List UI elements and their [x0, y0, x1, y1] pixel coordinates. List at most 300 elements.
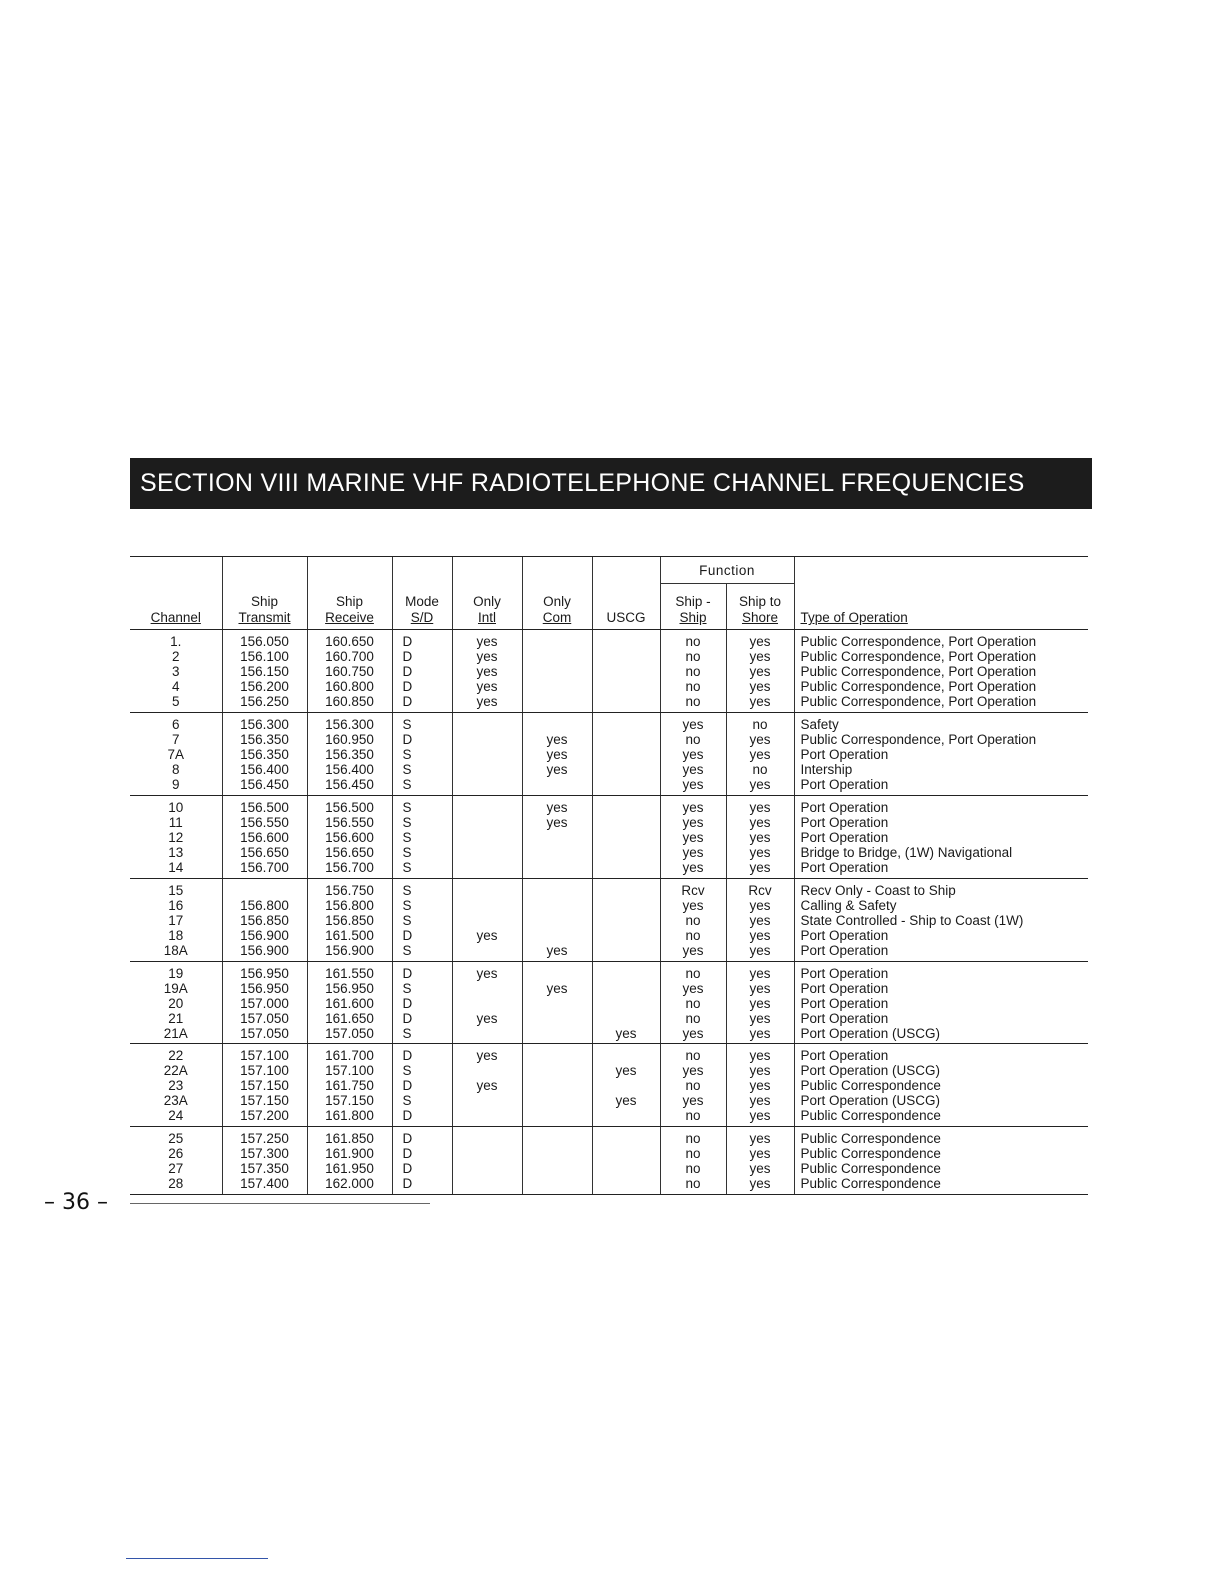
cell-ship-transmit: 156.850	[240, 912, 289, 928]
cell-uscg: yes	[615, 1063, 637, 1079]
col-ship-shore	[726, 1127, 794, 1195]
cell-type-of-operation: Port Operation	[800, 776, 889, 792]
cell-only-com	[523, 860, 592, 875]
cell-only-intl	[453, 830, 522, 845]
cell-ship-ship: yes	[682, 829, 704, 845]
cell-type-of-operation: Public Correspondence, Port Operation	[800, 634, 1037, 649]
cell-ship-receive: 156.700	[325, 859, 374, 875]
cell-uscg	[593, 1048, 660, 1063]
cell-only-intl: yes	[476, 1048, 498, 1064]
cell-only-intl	[453, 860, 522, 875]
cell-ship-transmit: 157.350	[240, 1161, 289, 1177]
col-ship-shore	[726, 712, 794, 795]
col-type-header: Type of Operation	[794, 584, 1088, 630]
cell-only-intl	[453, 777, 522, 792]
cell-ship-transmit: 157.250	[240, 1131, 289, 1147]
cell-only-intl: yes	[476, 649, 498, 664]
col-ship-transmit	[222, 961, 307, 1044]
col-ship-ship-header: Ship - Ship	[660, 584, 726, 630]
cell-uscg	[593, 634, 660, 649]
cell-only-intl	[453, 732, 522, 747]
cell-ship-transmit: 157.150	[240, 1093, 289, 1109]
col-ship-transmit-header: Ship Transmit	[222, 584, 307, 630]
cell-mode: S	[402, 716, 412, 732]
cell-only-com	[523, 845, 592, 860]
cell-uscg	[593, 1176, 660, 1191]
col-ship-shore-header: Ship to Shore	[726, 584, 794, 630]
col-mode	[392, 1127, 452, 1195]
col-channel-header: Channel	[130, 584, 222, 630]
cell-only-com	[523, 694, 592, 709]
cell-uscg	[593, 981, 660, 996]
cell-channel: 11	[168, 814, 183, 830]
cell-ship-receive: 160.800	[325, 679, 374, 694]
cell-type-of-operation: Public Correspondence, Port Operation	[800, 694, 1037, 709]
cell-only-intl: yes	[476, 664, 498, 679]
cell-ship-shore: yes	[749, 1131, 771, 1147]
col-mode	[392, 878, 452, 961]
page-rule	[130, 1203, 430, 1204]
cell-ship-transmit: 157.200	[240, 1108, 289, 1124]
cell-only-intl	[453, 800, 522, 815]
cell-mode: S	[402, 799, 412, 815]
cell-mode: S	[402, 844, 412, 860]
cell-only-intl	[453, 1131, 522, 1146]
cell-only-intl	[453, 1161, 522, 1176]
cell-mode: S	[402, 942, 412, 958]
cell-mode: S	[402, 814, 412, 830]
cell-ship-transmit: 156.700	[240, 859, 289, 875]
cell-ship-transmit	[223, 883, 307, 898]
cell-only-intl	[453, 747, 522, 762]
cell-ship-shore: yes	[749, 1010, 771, 1026]
channel-frequency-table	[130, 556, 1088, 1195]
cell-ship-receive: 161.600	[325, 995, 374, 1011]
col-ship-ship	[660, 1127, 726, 1195]
col-uscg	[592, 1044, 660, 1127]
cell-only-com	[523, 1048, 592, 1063]
cell-type-of-operation: Public Correspondence	[800, 1146, 941, 1162]
cell-type-of-operation: Public Correspondence, Port Operation	[800, 731, 1037, 747]
cell-channel: 26	[168, 1146, 184, 1162]
cell-uscg	[593, 1011, 660, 1026]
cell-uscg	[593, 777, 660, 792]
cell-type-of-operation: Public Correspondence, Port Operation	[800, 679, 1037, 694]
cell-mode: D	[402, 634, 413, 649]
cell-only-intl: yes	[476, 927, 498, 943]
col-only-com	[522, 1127, 592, 1195]
col-ship-transmit	[222, 1127, 307, 1195]
col-only-intl	[452, 795, 522, 878]
cell-channel: 6	[171, 716, 180, 732]
cell-only-com: yes	[546, 731, 568, 747]
cell-ship-shore: yes	[749, 1048, 771, 1064]
cell-ship-shore: yes	[749, 679, 771, 694]
cell-ship-receive: 157.050	[325, 1025, 374, 1041]
cell-ship-receive: 161.500	[325, 927, 374, 943]
channel-group	[130, 961, 1088, 1044]
cell-ship-receive: 156.750	[325, 882, 374, 898]
cell-channel: 19A	[163, 980, 188, 996]
cell-only-intl	[453, 1176, 522, 1191]
cell-ship-transmit: 157.150	[240, 1078, 289, 1094]
cell-type-of-operation: Calling & Safety	[800, 897, 897, 913]
cell-ship-transmit: 156.900	[240, 927, 289, 943]
cell-only-com: yes	[546, 980, 568, 996]
col-type-of-operation	[794, 1127, 1088, 1195]
col-only-com	[522, 712, 592, 795]
cell-ship-receive: 160.750	[325, 664, 374, 679]
cell-ship-transmit: 156.350	[240, 746, 289, 762]
cell-uscg	[593, 717, 660, 732]
col-channel	[130, 1127, 222, 1195]
col-uscg	[592, 878, 660, 961]
col-ship-ship	[660, 878, 726, 961]
cell-type-of-operation: State Controlled - Ship to Coast (1W)	[800, 912, 1024, 928]
cell-channel: 25	[168, 1131, 184, 1147]
cell-only-com	[523, 634, 592, 649]
col-ship-receive	[307, 712, 392, 795]
col-only-com	[522, 795, 592, 878]
cell-ship-shore: yes	[749, 1108, 771, 1124]
cell-ship-ship: yes	[682, 942, 704, 958]
cell-ship-ship: yes	[682, 814, 704, 830]
cell-ship-transmit: 156.200	[240, 679, 289, 694]
col-mode	[392, 630, 452, 713]
cell-mode: S	[402, 829, 412, 845]
col-channel	[130, 712, 222, 795]
col-only-com	[522, 878, 592, 961]
cell-channel: 3	[171, 664, 180, 679]
cell-mode: S	[402, 912, 412, 928]
cell-type-of-operation: Port Operation (USCG)	[800, 1025, 941, 1041]
cell-ship-ship: no	[685, 927, 701, 943]
cell-uscg	[593, 664, 660, 679]
cell-channel: 27	[168, 1161, 184, 1177]
cell-only-intl	[453, 717, 522, 732]
cell-mode: D	[402, 965, 413, 981]
col-ship-ship	[660, 795, 726, 878]
cell-only-intl: yes	[476, 965, 498, 981]
cell-type-of-operation: Port Operation	[800, 814, 889, 830]
cell-ship-receive: 161.750	[325, 1078, 374, 1094]
cell-channel: 21A	[163, 1025, 188, 1041]
cell-only-intl	[453, 981, 522, 996]
cell-ship-receive: 156.950	[325, 980, 374, 996]
cell-type-of-operation: Public Correspondence, Port Operation	[800, 664, 1037, 679]
cell-channel: 18	[168, 927, 184, 943]
col-mode	[392, 961, 452, 1044]
cell-only-com: yes	[546, 799, 568, 815]
cell-uscg: yes	[615, 1025, 637, 1041]
cell-ship-ship: yes	[682, 980, 704, 996]
cell-only-com	[523, 679, 592, 694]
cell-mode: S	[402, 897, 412, 913]
cell-mode: S	[402, 761, 412, 777]
cell-type-of-operation: Intership	[800, 761, 853, 777]
page-number: – 36 –	[44, 1190, 108, 1215]
col-ship-receive	[307, 1044, 392, 1127]
cell-ship-shore: yes	[749, 942, 771, 958]
cell-ship-transmit: 156.800	[240, 897, 289, 913]
cell-type-of-operation: Safety	[800, 716, 839, 732]
cell-ship-transmit: 156.500	[240, 799, 289, 815]
cell-channel: 18A	[163, 942, 188, 958]
cell-ship-shore: yes	[749, 746, 771, 762]
cell-type-of-operation: Public Correspondence, Port Operation	[800, 649, 1037, 664]
cell-channel: 17	[168, 912, 184, 928]
cell-only-intl	[453, 996, 522, 1011]
cell-channel: 23A	[163, 1093, 188, 1109]
cell-ship-shore: Rcv	[748, 882, 772, 898]
channel-group	[130, 712, 1088, 795]
col-ship-receive	[307, 1127, 392, 1195]
cell-ship-ship: no	[685, 634, 701, 649]
cell-ship-transmit: 156.950	[240, 965, 289, 981]
cell-ship-ship: no	[685, 1146, 701, 1162]
cell-only-com: yes	[546, 814, 568, 830]
cell-ship-shore: yes	[749, 927, 771, 943]
cell-ship-shore: yes	[749, 649, 771, 664]
cell-mode: D	[402, 694, 413, 709]
cell-uscg	[593, 1161, 660, 1176]
cell-ship-receive: 156.550	[325, 814, 374, 830]
cell-channel: 1.	[170, 634, 182, 649]
col-ship-receive	[307, 878, 392, 961]
cell-only-com	[523, 1011, 592, 1026]
col-only-intl	[452, 630, 522, 713]
cell-ship-transmit: 157.100	[240, 1048, 289, 1064]
col-mode	[392, 712, 452, 795]
cell-only-intl	[453, 898, 522, 913]
channel-group	[130, 1127, 1088, 1195]
col-mode-header: Mode S/D	[392, 584, 452, 630]
cell-mode: D	[402, 1078, 413, 1094]
col-ship-receive	[307, 630, 392, 713]
col-mode	[392, 795, 452, 878]
cell-only-com	[523, 1093, 592, 1108]
cell-ship-transmit: 156.400	[240, 761, 289, 777]
cell-only-com	[523, 1176, 592, 1191]
cell-type-of-operation: Bridge to Bridge, (1W) Navigational	[800, 844, 1013, 860]
cell-channel: 20	[168, 995, 184, 1011]
cell-mode: S	[402, 859, 412, 875]
cell-uscg	[593, 830, 660, 845]
cell-mode: S	[402, 882, 412, 898]
col-ship-shore	[726, 1044, 794, 1127]
cell-channel: 7A	[167, 746, 184, 762]
cell-ship-ship: no	[685, 912, 701, 928]
function-header: Function	[660, 557, 794, 584]
cell-ship-ship: yes	[682, 859, 704, 875]
col-ship-transmit	[222, 1044, 307, 1127]
cell-ship-transmit: 156.050	[240, 634, 289, 649]
cell-channel: 8	[171, 761, 180, 777]
cell-uscg	[593, 913, 660, 928]
cell-ship-transmit: 156.150	[240, 664, 289, 679]
cell-type-of-operation: Port Operation	[800, 746, 889, 762]
cell-only-com	[523, 1078, 592, 1093]
col-ship-ship	[660, 1044, 726, 1127]
cell-only-com: yes	[546, 942, 568, 958]
col-only-com-header: Only Com	[522, 584, 592, 630]
col-channel	[130, 1044, 222, 1127]
cell-channel: 23	[168, 1078, 184, 1094]
footer-rule	[126, 1558, 268, 1559]
cell-ship-transmit: 157.000	[240, 995, 289, 1011]
cell-ship-transmit: 157.400	[240, 1176, 289, 1192]
cell-ship-shore: yes	[749, 844, 771, 860]
cell-ship-receive: 156.650	[325, 844, 374, 860]
cell-ship-ship: yes	[682, 799, 704, 815]
cell-uscg	[593, 943, 660, 958]
cell-only-com	[523, 898, 592, 913]
col-only-intl	[452, 712, 522, 795]
cell-ship-shore: yes	[749, 980, 771, 996]
cell-type-of-operation: Public Correspondence	[800, 1161, 941, 1177]
cell-only-com	[523, 1146, 592, 1161]
cell-only-intl	[453, 943, 522, 958]
cell-only-intl: yes	[476, 679, 498, 694]
col-ship-shore	[726, 961, 794, 1044]
cell-ship-receive: 156.400	[325, 761, 374, 777]
cell-mode: S	[402, 746, 412, 762]
cell-type-of-operation: Port Operation	[800, 942, 889, 958]
cell-only-com	[523, 1026, 592, 1041]
cell-only-com	[523, 649, 592, 664]
cell-mode: D	[402, 927, 413, 943]
cell-type-of-operation: Public Correspondence	[800, 1131, 941, 1147]
cell-ship-ship: no	[685, 965, 701, 981]
cell-type-of-operation: Port Operation	[800, 859, 889, 875]
cell-only-com	[523, 883, 592, 898]
cell-mode: S	[402, 776, 412, 792]
cell-ship-transmit: 156.950	[240, 980, 289, 996]
col-only-intl	[452, 878, 522, 961]
cell-ship-shore: yes	[749, 995, 771, 1011]
cell-uscg	[593, 732, 660, 747]
col-ship-shore	[726, 795, 794, 878]
cell-only-intl	[453, 1026, 522, 1041]
cell-ship-ship: Rcv	[681, 882, 705, 898]
cell-channel: 21	[168, 1010, 184, 1026]
cell-ship-shore: yes	[749, 1161, 771, 1177]
cell-uscg	[593, 1078, 660, 1093]
col-uscg	[592, 1127, 660, 1195]
cell-ship-receive: 156.800	[325, 897, 374, 913]
cell-type-of-operation: Public Correspondence	[800, 1078, 941, 1094]
cell-type-of-operation: Port Operation	[800, 965, 889, 981]
cell-ship-shore: yes	[749, 1093, 771, 1109]
cell-ship-shore: yes	[749, 776, 771, 792]
cell-only-intl	[453, 1093, 522, 1108]
cell-only-intl	[453, 1108, 522, 1123]
cell-channel: 2	[171, 649, 180, 664]
cell-only-intl	[453, 883, 522, 898]
col-uscg	[592, 712, 660, 795]
cell-ship-shore: yes	[749, 1146, 771, 1162]
cell-ship-receive: 162.000	[325, 1176, 374, 1192]
cell-uscg	[593, 883, 660, 898]
cell-channel: 15	[168, 882, 184, 898]
cell-only-intl	[453, 762, 522, 777]
col-ship-transmit	[222, 795, 307, 878]
col-ship-ship	[660, 961, 726, 1044]
cell-ship-ship: yes	[682, 776, 704, 792]
cell-type-of-operation: Port Operation	[800, 829, 889, 845]
cell-ship-transmit: 156.550	[240, 814, 289, 830]
cell-only-com	[523, 1063, 592, 1078]
cell-uscg	[593, 649, 660, 664]
cell-ship-transmit: 156.450	[240, 776, 289, 792]
cell-uscg	[593, 860, 660, 875]
cell-mode: D	[402, 1048, 413, 1064]
col-type-of-operation	[794, 712, 1088, 795]
cell-type-of-operation: Port Operation (USCG)	[800, 1093, 941, 1109]
cell-channel: 12	[168, 829, 184, 845]
cell-only-intl	[453, 845, 522, 860]
cell-uscg: yes	[615, 1093, 637, 1109]
cell-ship-ship: yes	[682, 761, 704, 777]
cell-ship-transmit: 157.050	[240, 1025, 289, 1041]
col-ship-receive	[307, 961, 392, 1044]
cell-only-com	[523, 913, 592, 928]
cell-only-intl: yes	[476, 1010, 498, 1026]
channel-group	[130, 630, 1088, 713]
cell-ship-transmit: 156.900	[240, 942, 289, 958]
cell-channel: 4	[171, 679, 180, 694]
cell-channel: 14	[168, 859, 184, 875]
cell-only-com	[523, 717, 592, 732]
cell-ship-ship: no	[685, 649, 701, 664]
col-uscg	[592, 630, 660, 713]
cell-type-of-operation: Port Operation	[800, 1048, 889, 1064]
cell-ship-ship: no	[685, 694, 701, 709]
cell-uscg	[593, 800, 660, 815]
cell-uscg	[593, 996, 660, 1011]
col-ship-shore	[726, 878, 794, 961]
cell-ship-shore: yes	[749, 912, 771, 928]
cell-mode: S	[402, 980, 412, 996]
cell-ship-transmit: 156.350	[240, 731, 289, 747]
cell-ship-shore: yes	[749, 814, 771, 830]
cell-uscg	[593, 898, 660, 913]
cell-uscg	[593, 679, 660, 694]
cell-ship-shore: yes	[749, 1025, 771, 1041]
col-type-of-operation	[794, 961, 1088, 1044]
cell-uscg	[593, 1108, 660, 1123]
cell-only-com: yes	[546, 761, 568, 777]
cell-ship-ship: no	[685, 1176, 701, 1192]
cell-type-of-operation: Port Operation	[800, 927, 889, 943]
cell-uscg	[593, 815, 660, 830]
cell-ship-transmit: 157.300	[240, 1146, 289, 1162]
cell-ship-shore: yes	[749, 859, 771, 875]
channel-group	[130, 878, 1088, 961]
cell-only-com	[523, 928, 592, 943]
cell-ship-ship: no	[685, 679, 701, 694]
cell-type-of-operation: Port Operation (USCG)	[800, 1063, 941, 1079]
cell-only-intl	[453, 1063, 522, 1078]
cell-ship-ship: no	[685, 1010, 701, 1026]
cell-mode: D	[402, 995, 413, 1011]
cell-mode: D	[402, 1176, 413, 1192]
col-ship-receive	[307, 795, 392, 878]
cell-only-com: yes	[546, 746, 568, 762]
cell-only-intl	[453, 913, 522, 928]
col-only-com	[522, 1044, 592, 1127]
col-only-com	[522, 630, 592, 713]
